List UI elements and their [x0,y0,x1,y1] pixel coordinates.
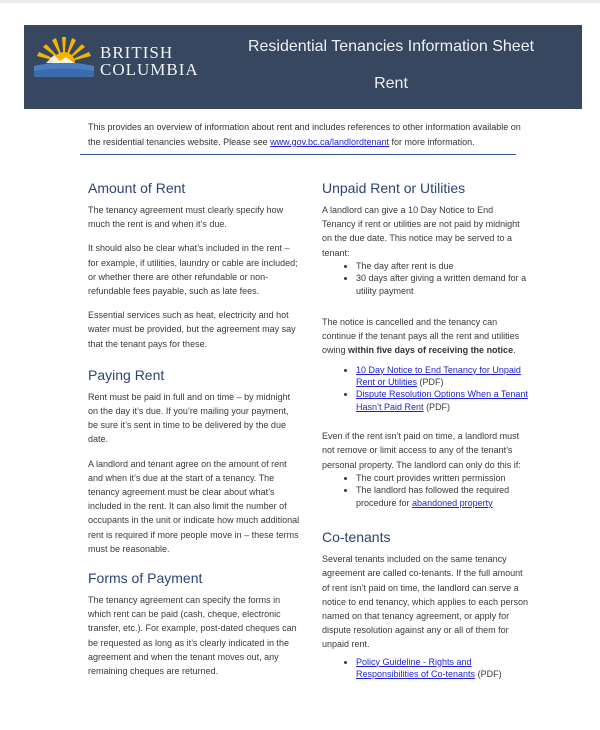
amount-paragraph-1: The tenancy agreement must clearly specify how much the rent is and when it’s due. [88,205,284,230]
unpaid-paragraph-2 [322,315,528,358]
property-conditions-list [322,472,528,509]
landlordtenant-link[interactable]: www.gov.bc.ca/landlordtenant [270,137,390,147]
paying-paragraph-1: Rent must be paid in full and on time – by midnight on the day it’s due. If you’re mailing your payment, be sure it’s sent in time to be delivered by the due date. [88,391,291,445]
policy-guideline-link[interactable]: Policy Guideline - Rights and Responsibilities of Co-tenants [356,656,476,679]
right-column [322,180,528,690]
list-item: • 30 days after giving a written demand for a utility payment [356,272,528,297]
amount-paragraph-3: Essential services such as heat, electricity and hot water must be provided, but the agreement may say that the tenant pays for these. [88,310,296,349]
ten-day-notice-link[interactable]: 10 Day Notice to End Tenancy for Unpaid Rent or Utilities [356,364,521,388]
procedure-text: The landlord has followed the required procedure for [356,485,510,508]
forms-paragraph-1: The tenancy agreement can specify the forms in which rent can be paid (cash, cheque, electronic transfer, etc.). For example, post-dated cheques can be requested as long as it’s clearly indicated in the agreement and when the tenant moves out, any remaining cheques are returned. [88,595,297,677]
cotenants-paragraph-1: Several tenants included on the same tenancy agreement are called co-tenants. If the full amount of rent isn’t paid on time, the landlord can serve a notice to end tenancy, which applies to each person named on that tenancy agreement, or apply for dispute resolution against any or all of them for unpaid rent. [322,554,528,650]
notice-cancel-text: The notice is cancelled and the tenancy can continue if the tenant pays all the rent and utilities owing [322,317,520,356]
intro-divider [80,154,516,155]
list-item [356,364,528,389]
list-item: • The day after rent is due [356,260,528,272]
list-item [356,484,528,509]
forms-of-payment-heading: Forms of Payment [88,570,203,587]
intro-paragraph [88,120,528,150]
list-item [356,656,528,681]
abandoned-property-link[interactable]: abandoned property [412,497,493,508]
dispute-resolution-link[interactable]: Dispute Resolution Options When a Tenant Hasn’t Paid Rent [356,389,528,412]
notice-cancel-end: . [513,345,516,356]
list-item [356,388,528,413]
notice-links-list [322,364,528,414]
header-banner [24,25,582,109]
brand-line-1: BRITISH [100,43,174,62]
bc-logo [32,33,199,93]
paying-paragraph-2: A landlord and tenant agree on the amount of rent and when it’s due at the start of a tenancy. The tenancy agreement must be clear about what’s included in the rent. It can also limit the number of occupants in the unit or indicate how much additional rent is required if more people move in – these terms must be reasonable. [88,458,300,554]
page-subtitle: Rent [374,75,408,92]
co-tenants-heading: Co-tenants [322,529,391,546]
bc-sun-mountain-icon [32,33,96,83]
unpaid-paragraph-3: Even if the rent isn’t paid on time, a landlord must not remove or limit access to any of the tenant’s personal property. The landlord can only do this if: [322,431,521,470]
five-days-emphasis: within five days of receiving the notice [348,345,514,356]
list-item: • The court provides written permission [356,472,528,484]
paying-rent-heading: Paying Rent [88,366,165,383]
page-title: Residential Tenancies Information Sheet [247,38,535,55]
amount-of-rent-heading: Amount of Rent [88,180,186,196]
cotenants-links-list [322,656,528,681]
page-top-edge [0,0,600,3]
amount-paragraph-2: It should also be clear what’s included in the rent – for example, if utilities, laundry or cable are included; or whether there are other refundable or non-refundable fees payable, such as late fees. [88,243,298,297]
pdf-suffix: (PDF) [477,668,502,679]
unpaid-paragraph-1: A landlord can give a 10 Day Notice to End Tenancy if rent or utilities are not paid by midnight on the due date. This notice may be served to a tenant: [322,205,520,258]
pdf-suffix: (PDF) [426,401,451,412]
unpaid-rent-heading: Unpaid Rent or Utilities [322,180,466,196]
left-column [88,180,300,688]
served-conditions-list [322,260,528,297]
intro-text-end: for more information. [391,137,475,147]
brand-line-2: COLUMBIA [100,60,199,79]
pdf-suffix: (PDF) [419,377,444,388]
intro-text: This provides an overview of information about rent and includes references to other information available on the residential tenancies website. Please see [88,122,521,147]
